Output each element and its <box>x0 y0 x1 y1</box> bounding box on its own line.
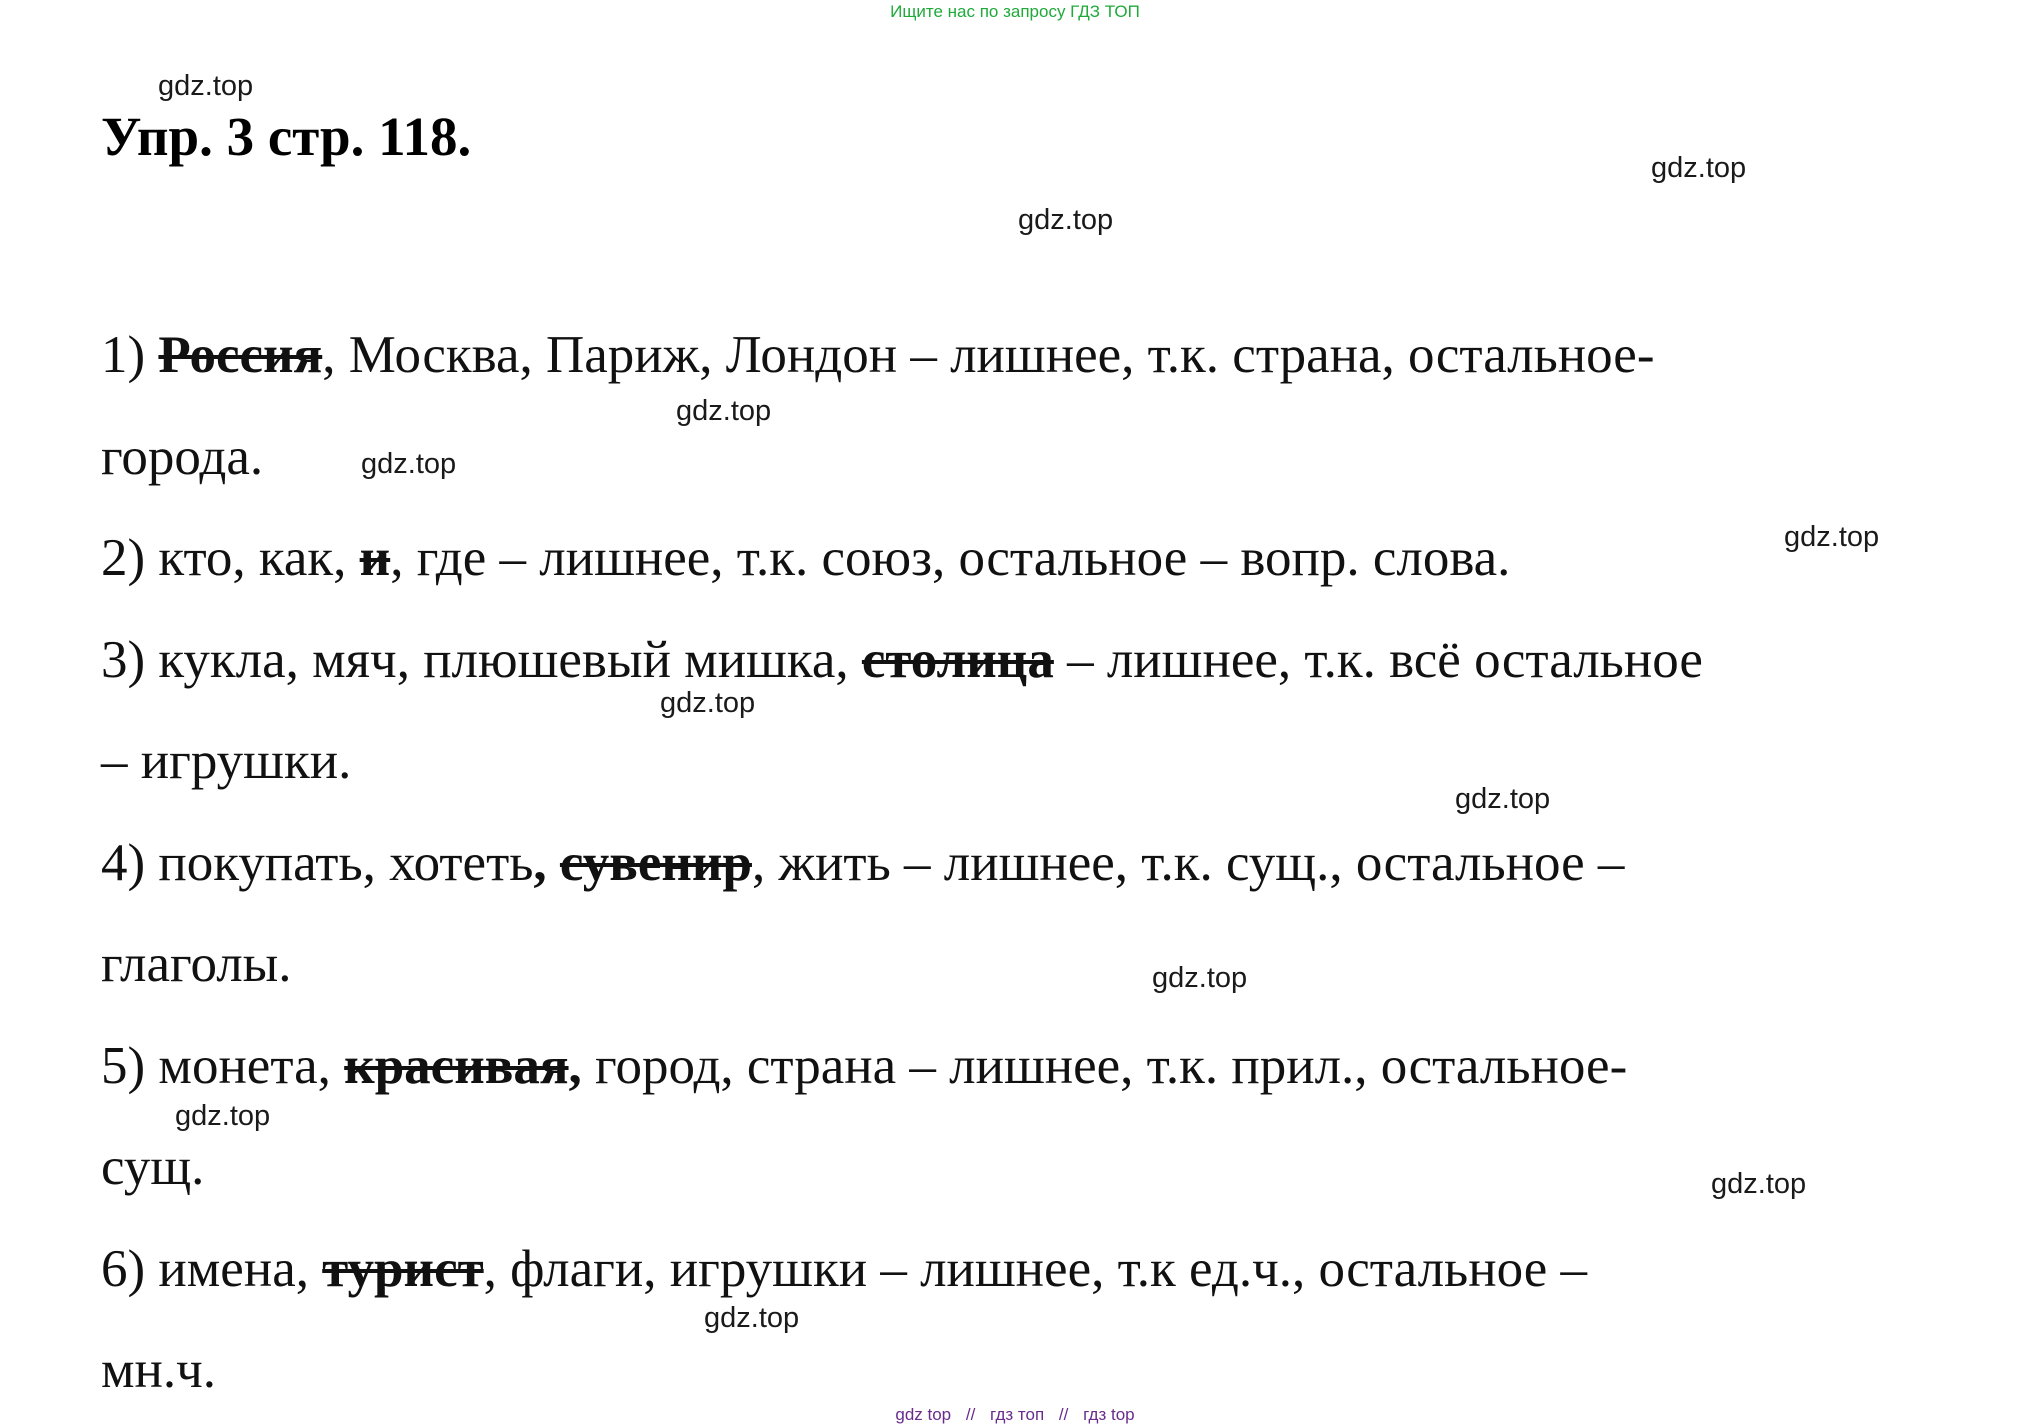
footer-item: гдз top <box>1083 1405 1135 1424</box>
watermark: gdz.top <box>1152 962 1248 994</box>
answer-text: город, страна – лишнее, т.к. прил., остальное- <box>581 1036 1628 1095</box>
watermark: gdz.top <box>1711 1168 1807 1200</box>
answer-line <box>101 1016 1921 1118</box>
watermark: gdz.top <box>158 70 254 102</box>
watermark: gdz.top <box>1784 521 1880 553</box>
struck-word: красивая <box>344 1036 569 1095</box>
answer-text: , Москва, Париж, Лондон – лишнее, т.к. страна, остальное- <box>322 326 1655 384</box>
answer-line <box>101 813 1921 915</box>
footer-separator: // <box>965 1405 976 1424</box>
answer-text: 4) покупать, хотеть <box>101 833 534 892</box>
watermark: gdz.top <box>1018 204 1114 236</box>
answer-line <box>101 1219 1921 1321</box>
answer-text: 5) монета, <box>101 1036 345 1095</box>
answer-text: , жить – лишнее, т.к. сущ., остальное – <box>751 833 1625 892</box>
answer-text: , <box>568 1036 582 1095</box>
answer-text: города. <box>101 427 264 486</box>
struck-word: и <box>359 529 391 587</box>
answer-text: мн.ч. <box>101 1341 217 1399</box>
struck-word: сувенир <box>559 833 752 892</box>
answer-text: глаголы. <box>101 935 292 993</box>
footer-item: gdz top <box>895 1405 952 1424</box>
answer-line <box>101 305 1921 407</box>
answer-line <box>101 610 1921 712</box>
answer-text: – игрушки. <box>101 732 352 790</box>
watermark: gdz.top <box>1455 783 1551 815</box>
footer-item: гдз топ <box>990 1405 1045 1424</box>
answer-text: , <box>533 833 560 892</box>
struck-word: Россия <box>158 326 323 384</box>
answer-text: 6) имена, <box>101 1239 323 1298</box>
answer-text: 1) <box>101 326 159 384</box>
watermark: gdz.top <box>676 395 772 427</box>
top-banner: Ищите нас по запросу ГДЗ ТОП <box>890 2 1140 21</box>
answer-text: , флаги, игрушки – лишнее, т.к ед.ч., остальное – <box>483 1239 1588 1298</box>
watermark: gdz.top <box>660 687 756 719</box>
answer-line <box>101 508 1921 610</box>
answer-line <box>101 711 1921 813</box>
answer-line <box>101 1117 1921 1219</box>
struck-word: турист <box>322 1239 484 1298</box>
page-title: Упр. 3 стр. 118. <box>101 106 472 167</box>
watermark: gdz.top <box>361 448 457 480</box>
answer-text: – лишнее, т.к. всё остальное <box>1053 630 1703 689</box>
struck-word: столица <box>861 630 1054 689</box>
answer-line <box>101 914 1921 1016</box>
watermark: gdz.top <box>1651 152 1747 184</box>
watermark: gdz.top <box>704 1302 800 1334</box>
answer-text: 3) кукла, мяч, плюшевый мишка, <box>101 630 862 689</box>
footer <box>0 1405 2030 1425</box>
answer-text: 2) кто, как, <box>101 529 360 587</box>
footer-separator: // <box>1058 1405 1069 1424</box>
watermark: gdz.top <box>175 1100 271 1132</box>
answer-text: сущ. <box>101 1138 205 1196</box>
answer-text: , где – лишнее, т.к. союз, остальное – вопр. слова. <box>390 529 1511 587</box>
